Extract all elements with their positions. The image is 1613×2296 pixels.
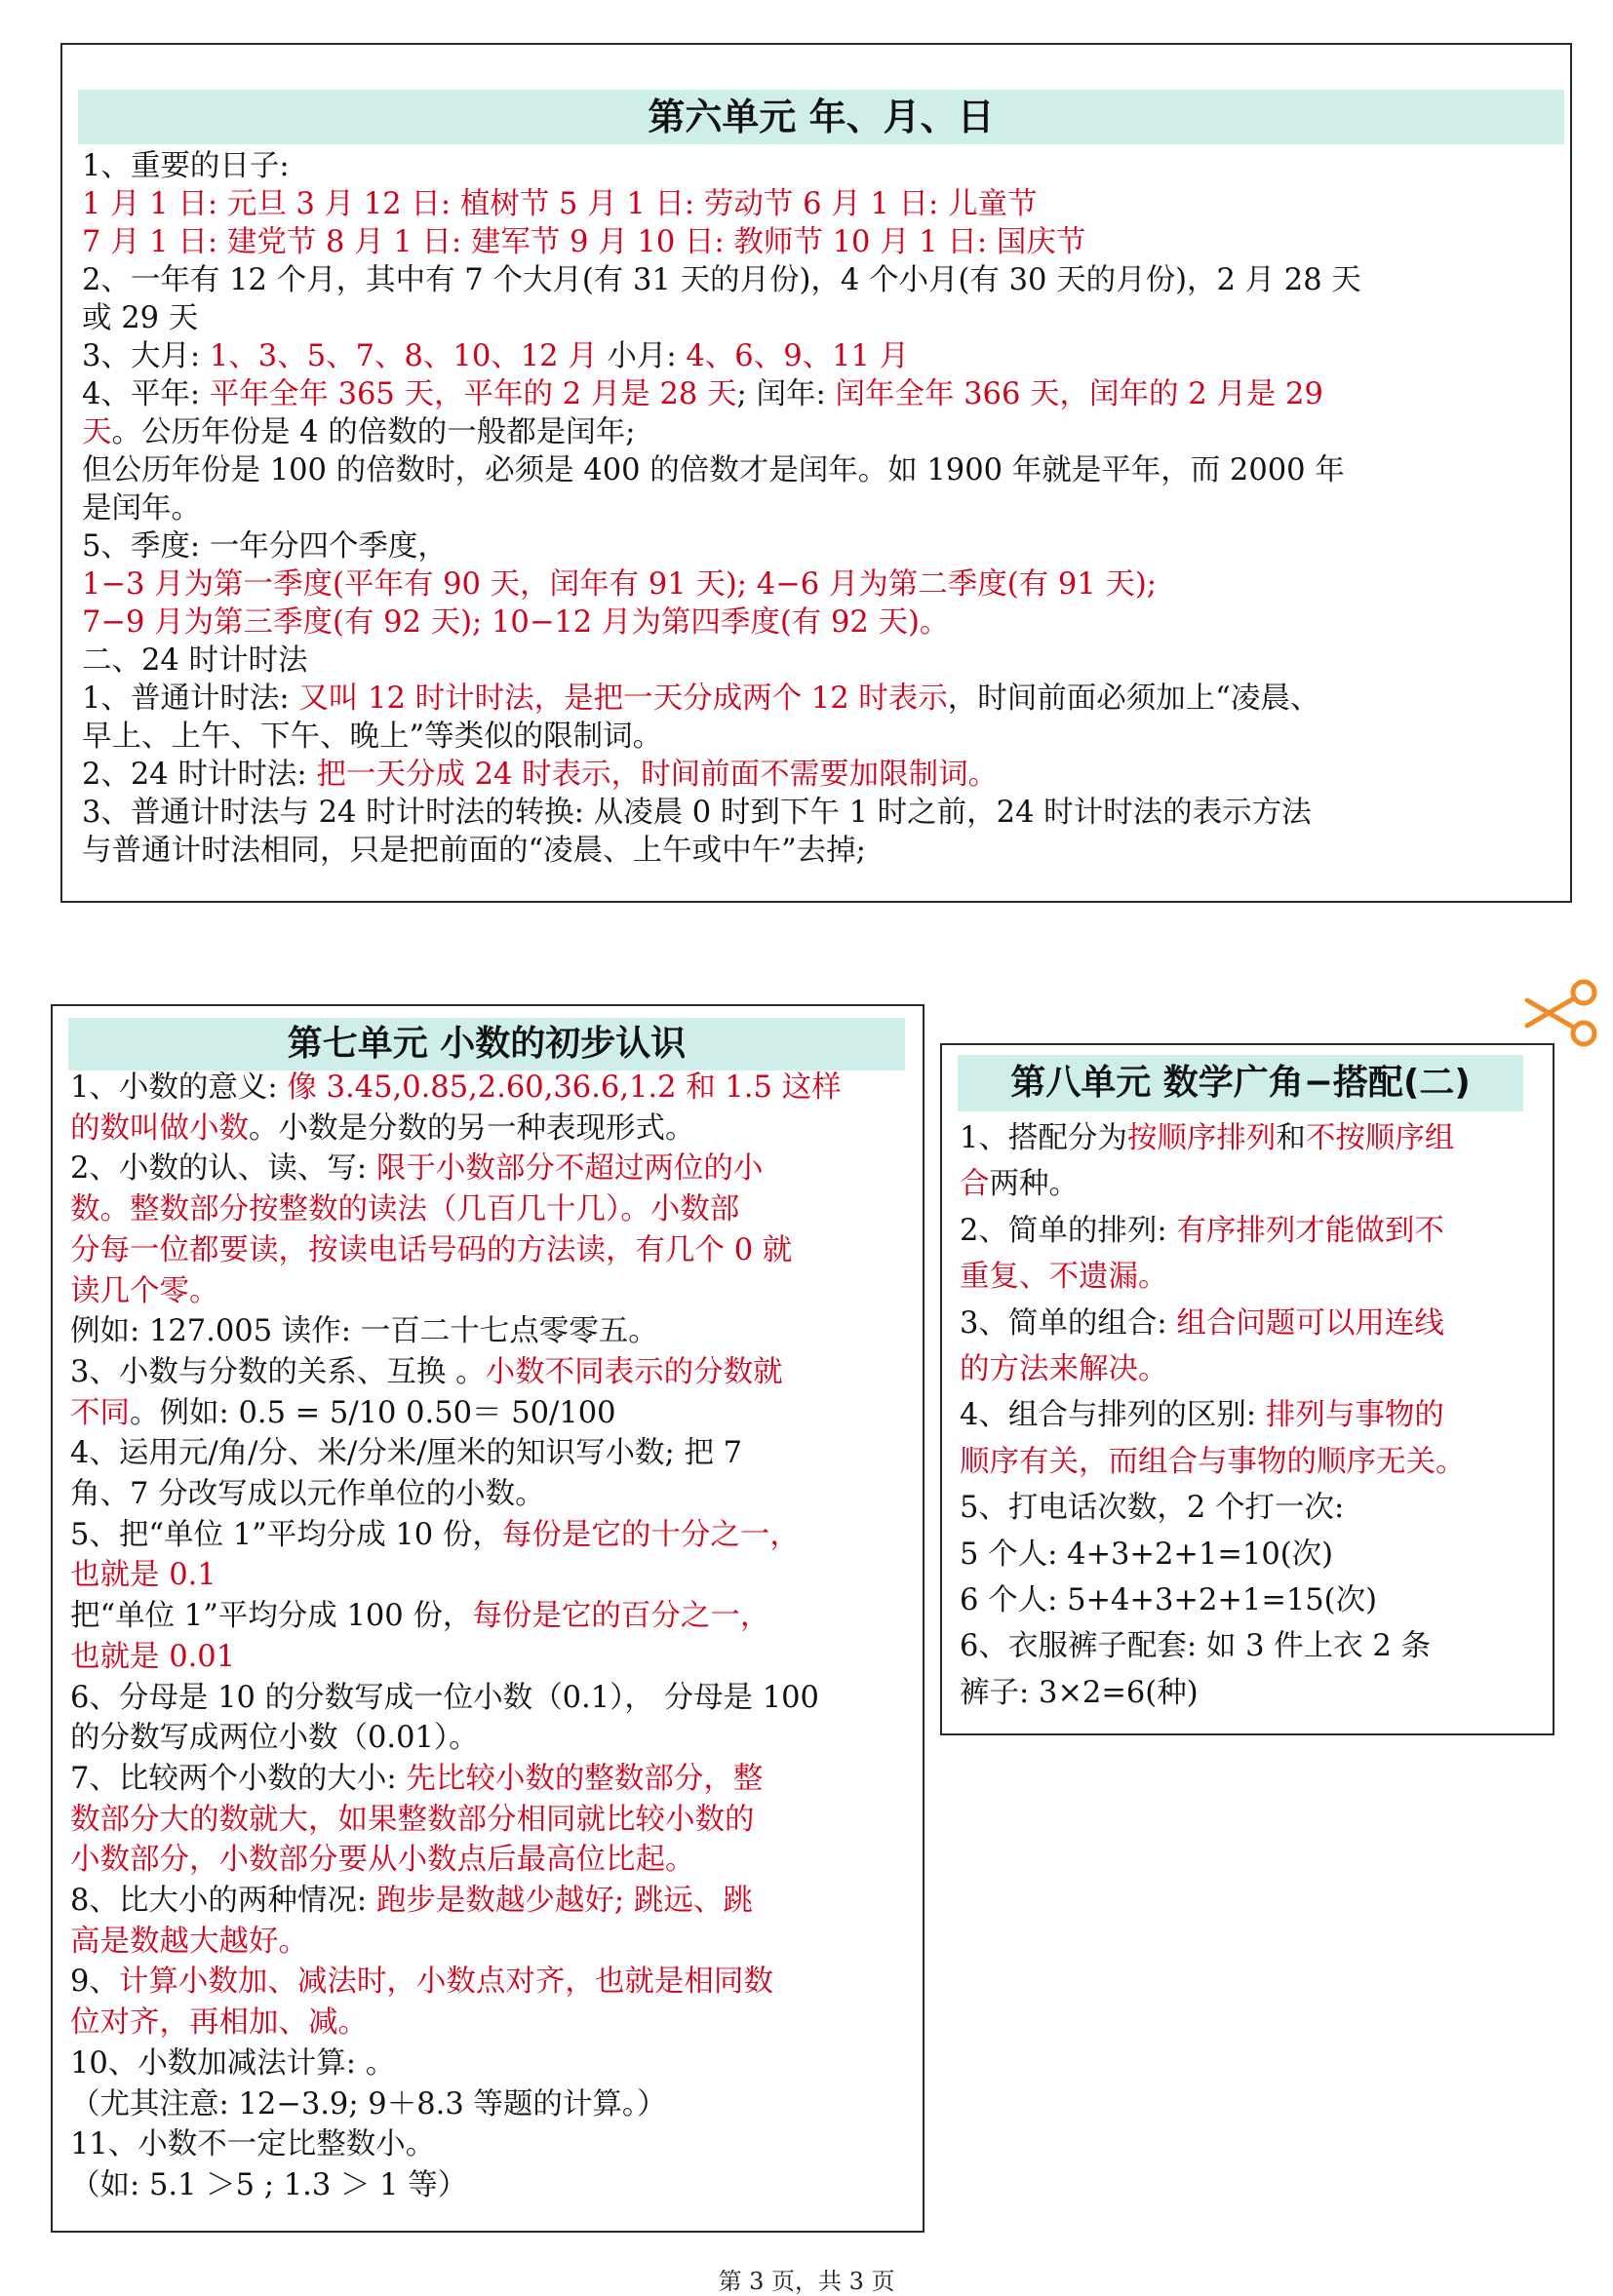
text-line (960, 1623, 1525, 1669)
highlight-text: 天 (82, 415, 112, 449)
text-line (82, 603, 1558, 642)
text-line (70, 1393, 913, 1434)
text-line (82, 832, 1558, 870)
unit8-box (940, 1043, 1554, 1735)
highlight-text: 闰年全年 366 天，闰年的 2 月是 29 (835, 377, 1323, 411)
unit7-content (70, 1068, 913, 2206)
unit6-box (60, 43, 1572, 903)
body-text: 把“单位 1”平均分成 100 份， (70, 1599, 473, 1634)
highlight-text: 不按顺序组 (1305, 1121, 1455, 1155)
text-line (960, 1439, 1525, 1485)
text-line (70, 1922, 913, 1963)
body-text: 4、运用元/角/分、米/分米/厘米的知识写小数; 把 7 (70, 1436, 743, 1471)
highlight-text: 跑步是数越少越好; 跳远、跳 (375, 1884, 753, 1919)
highlight-text: 先比较小数的整数部分，整 (406, 1761, 764, 1796)
text-line (960, 1346, 1525, 1392)
text-line (70, 2124, 913, 2165)
body-text: 角、7 分改写成以元作单位的小数。 (70, 1477, 545, 1512)
body-text: 裤子: 3×2=6(种) (960, 1675, 1199, 1710)
highlight-text: 的数叫做小数 (70, 1110, 249, 1146)
text-line (70, 1678, 913, 1719)
text-line (960, 1577, 1525, 1623)
body-text: 例如: 127.005 读作: 一百二十七点零零五。 (70, 1314, 658, 1349)
text-line (960, 1115, 1525, 1161)
unit6-title: 第六单元 年、月、日 (78, 90, 1564, 144)
text-line (70, 1555, 913, 1596)
unit7-box (51, 1004, 925, 2233)
highlight-text: 有序排列才能做到不 (1176, 1213, 1444, 1248)
highlight-text: 平年全年 365 天，平年的 2 月是 28 天 (209, 377, 737, 411)
body-text: 7、比较两个小数的大小: (70, 1761, 407, 1796)
highlight-text: 也就是 0.1 (70, 1558, 216, 1593)
text-line (82, 413, 1558, 451)
body-text: 5、季度: 一年分四个季度， (82, 529, 448, 564)
text-line (82, 718, 1558, 756)
text-line (70, 1474, 913, 1515)
highlight-text: 按顺序排列 (1126, 1121, 1277, 1155)
highlight-text: 1 月 1 日: 元旦 3 月 12 日: 植树节 5 月 1 日: 劳动节 6 月 1 日: 儿童节 (82, 187, 1038, 221)
text-line (70, 2043, 913, 2084)
highlight-text: 合 (960, 1167, 990, 1202)
body-text: 4、组合与排列的区别: (960, 1398, 1266, 1433)
highlight-text: 小数部分，小数部分要从小数点后最高位比起。 (70, 1843, 695, 1878)
body-text: 。例如: 0.5 = 5/10 0.50＝ 50/100 (130, 1395, 616, 1430)
body-text: 2、一年有 12 个月，其中有 7 个大月(有 31 天的月份)，4 个小月(有 30 天的月份)，2 月 28 天 (82, 263, 1361, 297)
highlight-text: 数。整数部分按整数的读法（几百几十几）。小数部 (70, 1192, 740, 1227)
text-line (70, 1068, 913, 1109)
highlight-text: 小数不同表示的分数就 (485, 1354, 783, 1389)
text-line (70, 1271, 913, 1312)
text-line (70, 1759, 913, 1800)
body-text: 1、重要的日子: (82, 149, 290, 183)
text-line (70, 1230, 913, 1271)
text-line (960, 1208, 1525, 1254)
body-text: 。小数是分数的另一种表现形式。 (249, 1110, 695, 1146)
text-line (70, 1881, 913, 1922)
body-text: 2、小数的认、读、写: (70, 1151, 376, 1187)
body-text: 9、 (70, 1965, 119, 2000)
highlight-text: 每份是它的十分之一， (501, 1517, 800, 1552)
text-line (960, 1485, 1525, 1531)
text-line (82, 565, 1558, 603)
text-line (960, 1301, 1525, 1346)
highlight-text: 数部分大的数就大，如果整数部分相同就比较小数的 (70, 1802, 755, 1837)
body-text: 但公历年份是 100 的倍数时，必须是 400 的倍数才是闰年。如 1900 年就是平年，而 2000 年 (82, 453, 1345, 487)
text-line (70, 1596, 913, 1637)
highlight-text: 1、3、5、7、8、10、12 月 (209, 339, 598, 373)
body-text: （尤其注意: 12−3.9; 9＋8.3 等题的计算。） (70, 2086, 667, 2121)
text-line (70, 2084, 913, 2125)
body-text: 的分数写成两位小数（0.01）。 (70, 1721, 479, 1756)
highlight-text: 4、6、9、11 月 (686, 339, 910, 373)
text-line (960, 1161, 1525, 1207)
text-line (70, 1840, 913, 1881)
text-line (82, 185, 1558, 223)
highlight-text: 的方法来解决。 (960, 1352, 1168, 1387)
highlight-text: 也就是 0.01 (70, 1639, 236, 1674)
body-text: 两种。 (989, 1167, 1079, 1202)
text-line (70, 1637, 913, 1678)
highlight-text: 7 月 1 日: 建党节 8 月 1 日: 建军节 9 月 10 日: 教师节 10 月 1 日: 国庆节 (82, 225, 1086, 259)
highlight-text: 像 3.45,0.85,2.60,36.6,1.2 和 1.5 这样 (287, 1070, 842, 1105)
text-line (70, 1962, 913, 2003)
body-text: 3、小数与分数的关系、互换 。 (70, 1354, 486, 1389)
text-line (82, 337, 1558, 375)
text-line (82, 223, 1558, 261)
highlight-text: 7−9 月为第三季度(有 92 天); 10−12 月为第四季度(有 92 天)。 (82, 605, 950, 640)
text-line (70, 1311, 913, 1352)
highlight-text: 重复、不遗漏。 (960, 1260, 1168, 1295)
body-text: 是闰年。 (82, 491, 201, 525)
highlight-text: 把一天分成 24 时表示，时间前面不需要加限制词。 (316, 758, 999, 792)
body-text: 2、简单的排列: (960, 1213, 1177, 1248)
highlight-text: 限于小数部分不超过两位的小 (375, 1151, 764, 1187)
body-text: 6、分母是 10 的分数写成一位小数（0.1）， 分母是 100 (70, 1680, 819, 1715)
text-line (82, 451, 1558, 489)
body-text: 5 个人: 4+3+2+1=10(次) (960, 1537, 1334, 1572)
body-text: 小月: (597, 339, 687, 373)
body-text: 5、把“单位 1”平均分成 10 份， (70, 1517, 502, 1552)
highlight-text: 又叫 12 时计时法，是把一天分成两个 12 时表示 (298, 681, 948, 716)
text-line (82, 261, 1558, 299)
body-text: 6、衣服裤子配套: 如 3 件上衣 2 条 (960, 1629, 1431, 1664)
text-line (82, 299, 1558, 337)
body-text: 。公历年份是 4 的倍数的一般都是闰年; (111, 415, 636, 449)
body-text: 1、小数的意义: (70, 1070, 288, 1105)
text-line (960, 1392, 1525, 1438)
text-line (70, 1148, 913, 1189)
body-text: 5、打电话次数，2 个打一次: (960, 1491, 1345, 1526)
body-text: 和 (1276, 1121, 1306, 1155)
page-footer: 第 3 页，共 3 页 (718, 2268, 895, 2295)
text-line (82, 527, 1558, 565)
text-line (960, 1670, 1525, 1716)
body-text: ; 闰年: (736, 377, 836, 411)
highlight-text: 分每一位都要读，按读电话号码的方法读，有几个 0 就 (70, 1232, 793, 1267)
text-line (82, 489, 1558, 527)
highlight-text: 高是数越大越好。 (70, 1924, 308, 1959)
text-line (960, 1532, 1525, 1577)
text-line (70, 2003, 913, 2043)
text-line (70, 1109, 913, 1149)
body-text: 8、比大小的两种情况: (70, 1884, 376, 1919)
highlight-text: 排列与事物的 (1265, 1398, 1444, 1433)
highlight-text: 组合问题可以用连线 (1176, 1305, 1444, 1341)
body-text: 与普通计时法相同，只是把前面的“凌晨、上午或中午”去掉; (82, 834, 866, 868)
highlight-text: 不同 (70, 1395, 130, 1430)
unit6-content (82, 147, 1558, 870)
text-line (70, 1352, 913, 1393)
text-line (82, 794, 1558, 832)
highlight-text: 每份是它的百分之一， (472, 1599, 770, 1634)
unit8-title: 第八单元 数学广角−搭配(二) (958, 1055, 1523, 1111)
highlight-text: 计算小数加、减法时，小数点对齐，也就是相同数 (118, 1965, 773, 2000)
text-line (70, 1189, 913, 1230)
text-line (70, 1433, 913, 1474)
text-line (82, 680, 1558, 718)
body-text: 6 个人: 5+4+3+2+1=15(次) (960, 1583, 1377, 1618)
body-text: 1、搭配分为 (960, 1121, 1127, 1155)
text-line (960, 1254, 1525, 1300)
unit7-title: 第七单元 小数的初步认识 (68, 1018, 905, 1070)
highlight-text: 1−3 月为第一季度(平年有 90 天，闰年有 91 天); 4−6 月为第二季度(有 91 天); (82, 567, 1158, 602)
text-line (82, 642, 1558, 680)
text-line (70, 1718, 913, 1759)
text-line (70, 2165, 913, 2206)
text-line (70, 1800, 913, 1841)
highlight-text: 位对齐，再相加、减。 (70, 2005, 368, 2041)
body-text: 1、普通计时法: (82, 681, 299, 716)
body-text: 二、24 时计时法 (82, 643, 308, 678)
body-text: 4、平年: (82, 377, 210, 411)
body-text: 3、大月: (82, 339, 210, 373)
body-text: 或 29 天 (82, 301, 199, 335)
text-line (70, 1515, 913, 1556)
body-text: 2、24 时计时法: (82, 758, 317, 792)
body-text: 早上、上午、下午、晚上”等类似的限制词。 (82, 720, 663, 754)
body-text: 3、简单的组合: (960, 1305, 1177, 1341)
body-text: （如: 5.1 ＞5 ; 1.3 ＞ 1 等） (70, 2167, 468, 2202)
unit8-content (960, 1115, 1525, 1716)
text-line (82, 375, 1558, 413)
body-text: 3、普通计时法与 24 时计时法的转换: 从凌晨 0 时到下午 1 时之前，24 时计时法的表示方法 (82, 796, 1312, 830)
highlight-text: 读几个零。 (70, 1273, 219, 1308)
body-text: 10、小数加减法计算: 。 (70, 2045, 396, 2081)
highlight-text: 顺序有关，而组合与事物的顺序无关。 (960, 1444, 1466, 1479)
text-line (82, 147, 1558, 185)
body-text: ，时间前面必须加上“凌晨、 (947, 681, 1320, 716)
scissors-icon (1517, 975, 1603, 1053)
text-line (82, 756, 1558, 794)
body-text: 11、小数不一定比整数小。 (70, 2127, 436, 2162)
